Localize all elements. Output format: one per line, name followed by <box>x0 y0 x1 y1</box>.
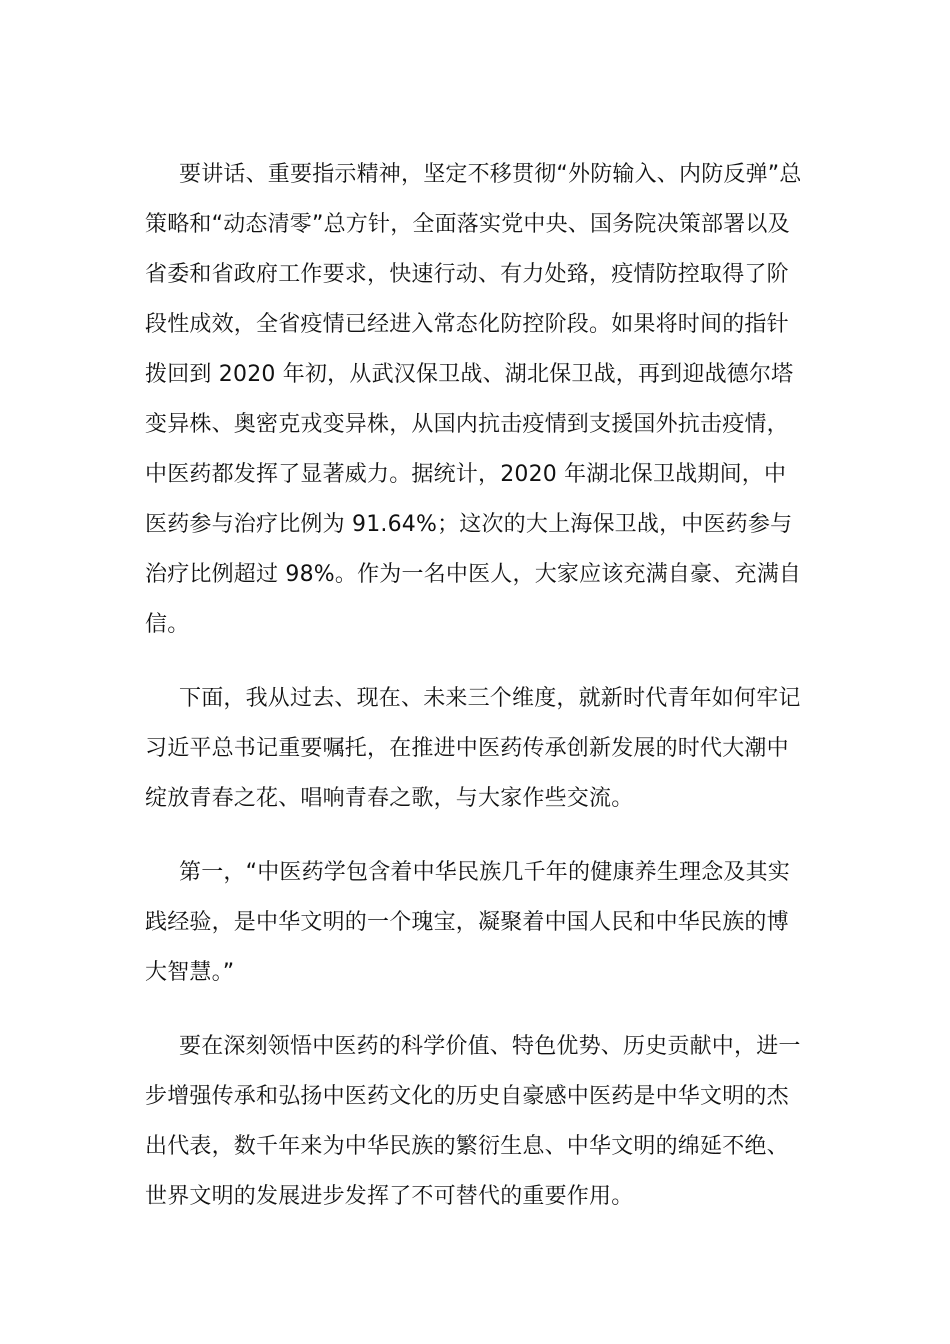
text-line: 践经验，是中华文明的一个瑰宝，凝聚着中国人民和中华民族的博 <box>145 910 789 935</box>
text-line: 下面，我从过去、现在、未来三个维度，就新时代青年如何牢记 <box>179 686 801 711</box>
text-line: 绽放青春之花、唱响青春之歌，与大家作些交流。 <box>145 786 634 811</box>
text-line: 拨回到 2020 年初，从武汉保卫战、湖北保卫战，再到迎战德尔塔 <box>145 362 794 387</box>
text-line: 变异株、奥密克戎变异株，从国内抗击疫情到支援国外抗击疫情， <box>145 412 789 437</box>
paragraph-1 <box>145 150 805 650</box>
text-line: 要在深刻领悟中医药的科学价值、特色优势、历史贡献中，进一 <box>179 1034 801 1059</box>
paragraph-2 <box>145 674 805 824</box>
text-line: 中医药都发挥了显著威力。据统计，2020 年湖北保卫战期间，中 <box>145 462 787 487</box>
text-line: 出代表，数千年来为中华民族的繁衍生息、中华文明的绵延不绝、 <box>145 1134 789 1159</box>
text-line: 策略和“动态清零”总方针，全面落实党中央、国务院决策部署以及 <box>145 212 790 237</box>
text-line: 医药参与治疗比例为 91.64%；这次的大上海保卫战，中医药参与 <box>145 512 793 537</box>
text-line: 第一，“中医药学包含着中华民族几千年的健康养生理念及其实 <box>179 860 790 885</box>
text-line: 省委和省政府工作要求，快速行动、有力处臵，疫情防控取得了阶 <box>145 262 789 287</box>
text-line: 大智慧。” <box>145 960 235 985</box>
text-line: 段性成效，全省疫情已经进入常态化防控阶段。如果将时间的指针 <box>145 312 789 337</box>
text-line: 治疗比例超过 98%。作为一名中医人，大家应该充满自豪、充满自 <box>145 562 802 587</box>
text-line: 世界文明的发展进步发挥了不可替代的重要作用。 <box>145 1184 634 1209</box>
text-line: 习近平总书记重要嘱托，在推进中医药传承创新发展的时代大潮中 <box>145 736 789 761</box>
text-line: 信。 <box>145 612 190 637</box>
paragraph-3 <box>145 848 805 998</box>
text-line: 步增强传承和弘扬中医药文化的历史自豪感中医药是中华文明的杰 <box>145 1084 789 1109</box>
document-body <box>145 150 805 1222</box>
text-line: 要讲话、重要指示精神，坚定不移贯彻“外防输入、内防反弹”总 <box>179 162 802 187</box>
paragraph-4 <box>145 1022 805 1222</box>
